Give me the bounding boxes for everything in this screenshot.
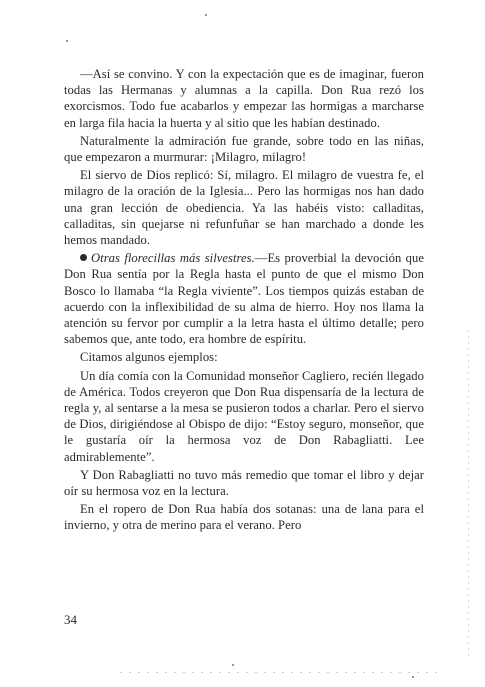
- paragraph: En el ropero de Don Rua había dos sotanas: una de lana para el invierno, y otra de merino para el verano. Pero: [64, 502, 424, 533]
- section-bullet-icon: [80, 254, 87, 261]
- print-speck: [232, 664, 234, 666]
- page-number: 34: [64, 612, 77, 627]
- paragraph: [64, 250, 424, 347]
- print-speck: [66, 40, 68, 42]
- scan-bottom-mark: [120, 672, 440, 673]
- section-heading: Otras florecillas más silvestres.: [91, 251, 255, 266]
- body-text: [64, 66, 424, 534]
- paragraph-text: —Es proverbial la devoción que Don Rua sentía por la Regla hasta el punto de que el mismo Don Bosco lo llamaba “la Regla viviente”. Los tiempos quizás estaban de acuerdo con la inflexibilidad de su alma de hierro. Hoy nos llama la atención su fervor por cumplir a la letra hasta el último detalle; pero sabemos que, ante todo, era hombre de espíritu.: [64, 251, 425, 347]
- paragraph: Citamos algunos ejemplos:: [80, 350, 218, 365]
- paragraph: —Así se convino. Y con la expectación que es de imaginar, fueron todas las Hermanas y alumnas a la capilla. Don Rua rezó los exorcismos. Todo fue acabarlos y empezar las hormigas a marcharse en larga fila hacia la huerta y al sitio que les habían destinado.: [64, 67, 424, 130]
- paragraph: El siervo de Dios replicó: Sí, milagro. El milagro de vuestra fe, el milagro de la oración de la Iglesia... Pero las hormigas nos han dado una gran lección de obediencia. Ya las habéis visto: calladitas, calladitas, sin quejarse ni refunfuñar se han marchado a donde les hemos mandado.: [64, 168, 424, 248]
- paragraph: Un día comía con la Comunidad monseñor Cagliero, recién llegado de América. Todos creyeron que Don Rua dispensaría de la lectura de regla y, al sentarse a la mesa se pusieron todos a charlar. Pero el siervo de Dios, dirigiéndose al Obispo de dijo: “Estoy seguro, monseñor, que le gustaría oír la hermosa voz de Don Rabagliatti. Lee admirablemente”.: [64, 368, 424, 464]
- paragraph: Naturalmente la admiración fue grande, sobre todo en las niñas, que empezaron a murmurar: ¡Milagro, milagro!: [64, 133, 424, 165]
- scan-edge-mark: [468, 330, 469, 660]
- print-speck: [412, 676, 414, 678]
- paragraph: Y Don Rabagliatti no tuvo más remedio que tomar el libro y dejar oír su hermosa voz en la lectura.: [64, 467, 424, 499]
- print-speck: [205, 14, 207, 16]
